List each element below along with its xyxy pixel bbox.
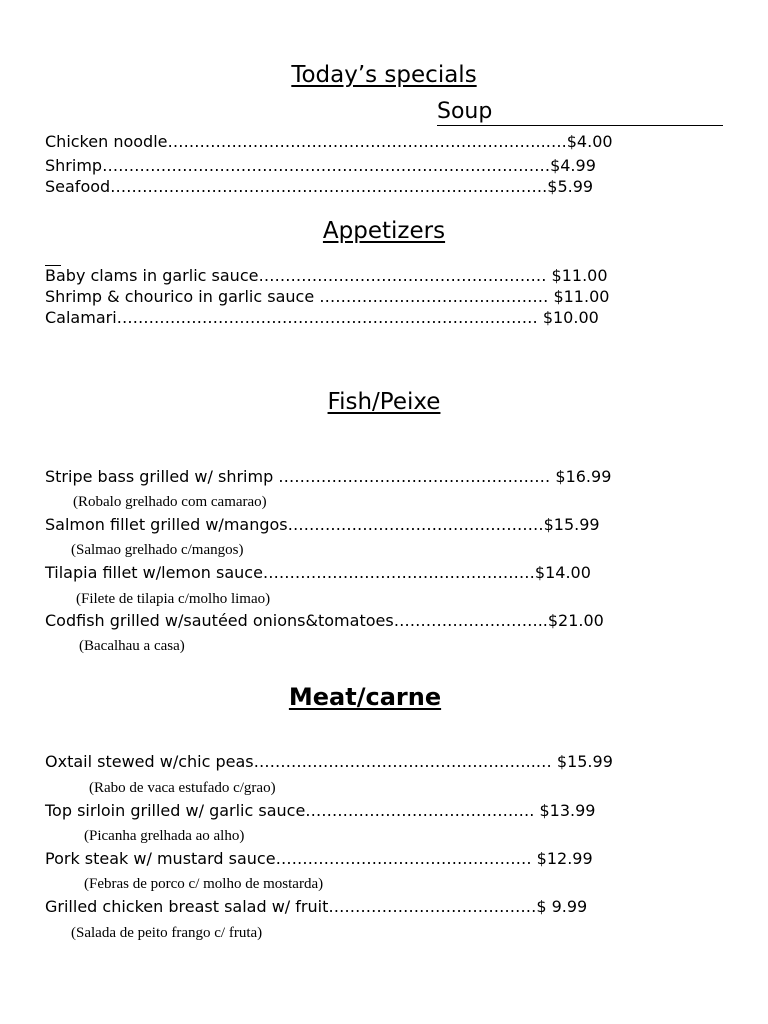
soup-item: Seafood……………………………………………………………………….$5.99 — [45, 177, 594, 196]
meat-item: Oxtail stewed w/chic peas……………………………………………..… $15.99 — [45, 752, 613, 771]
page-title: Today’s specials — [291, 62, 477, 88]
fish-item-translation: (Bacalhau a casa) — [79, 638, 185, 654]
fish-item-translation: (Salmao grelhado c/mangos) — [71, 542, 244, 558]
meat-heading: Meat/carne — [288, 683, 442, 711]
soup-item: Shrimp…………………………………………………………………………$4.99 — [45, 156, 596, 175]
meat-item-translation: (Salada de peito frango c/ fruta) — [71, 925, 263, 941]
soup-heading: Soup — [437, 99, 723, 126]
appetizers-heading: Appetizers — [322, 218, 446, 244]
meat-item: Pork steak w/ mustard sauce………………………………………… $12.99 — [45, 849, 593, 868]
meat-item: Grilled chicken breast salad w/ fruit…………………………………$ 9.99 — [45, 897, 588, 916]
fish-item-translation: (Filete de tilapia c/molho limao) — [76, 591, 271, 607]
fish-item: Codfish grilled w/sautéed onions&tomatoes………………………..$21.00 — [45, 611, 604, 630]
meat-item-translation: (Rabo de vaca estufado c/grao) — [89, 780, 276, 796]
meat-item-translation: (Picanha grelhada ao alho) — [84, 828, 245, 844]
meat-item-translation: (Febras de porco c/ molho de mostarda) — [84, 876, 324, 892]
fish-heading: Fish/Peixe — [327, 389, 441, 415]
appetizer-item: Baby clams in garlic sauce……………………………………………… $11.00 — [45, 266, 608, 285]
soup-item: Chicken noodle……………………………………………………………..….$4.00 — [45, 132, 613, 151]
fish-item: Stripe bass grilled w/ shrimp …………………………………………… $16.99 — [45, 467, 612, 486]
meat-item: Top sirloin grilled w/ garlic sauce……………………………………. $13.99 — [45, 801, 596, 820]
fish-item: Salmon fillet grilled w/mangos…………………………………………$15.99 — [45, 515, 600, 534]
appetizer-item: Shrimp & chourico in garlic sauce …………………………….……… $11.00 — [45, 287, 610, 306]
fish-item-translation: (Robalo grelhado com camarao) — [73, 494, 267, 510]
fish-item: Tilapia fillet w/lemon sauce……………………………………………$14.00 — [45, 563, 591, 582]
appetizer-item: Calamari…………………………………………………………….……… $10.00 — [45, 308, 599, 327]
